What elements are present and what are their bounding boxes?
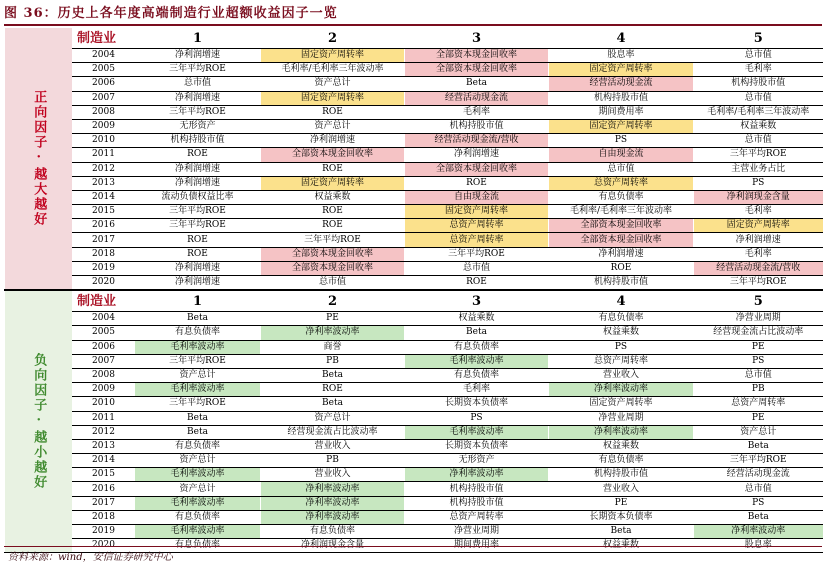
figure-title-bar: [4, 2, 822, 26]
year-cell: 2018: [73, 510, 135, 524]
table-row: [5, 326, 823, 340]
factor-cell: Beta: [694, 510, 823, 524]
year-cell: 2006: [73, 77, 135, 91]
factor-cell: 资产总计: [694, 425, 823, 439]
factor-cell: Beta: [405, 77, 549, 91]
year-cell: 2006: [73, 340, 135, 354]
factor-cell: 商誉: [261, 340, 405, 354]
factor-cell: 全部资本现金回收率: [405, 162, 549, 176]
factor-cell: 净利率波动率: [405, 468, 549, 482]
table-row: [5, 233, 823, 247]
factor-cell: 有息负债率: [405, 340, 549, 354]
column-header-2: 2: [261, 290, 405, 312]
factor-cell: PS: [549, 340, 694, 354]
factor-cell: 总市值: [694, 91, 823, 105]
year-cell: 2007: [73, 91, 135, 105]
year-cell: 2015: [73, 468, 135, 482]
year-cell: 2004: [73, 312, 135, 326]
positive-factor-label: 正向因子·越大越好: [5, 28, 73, 290]
factor-cell: ROE: [135, 247, 261, 261]
factor-cell: 毛利率波动率: [135, 383, 261, 397]
factor-cell: 权益乘数: [405, 312, 549, 326]
factor-cell: PE: [549, 496, 694, 510]
table-row: [5, 510, 823, 524]
table-row: [5, 468, 823, 482]
factor-cell: 净利润增速: [135, 276, 261, 291]
factor-cell: 总资产周转率: [549, 176, 694, 190]
factor-cell: 资产总计: [261, 119, 405, 133]
table-row: [5, 368, 823, 382]
factor-cell: Beta: [135, 411, 261, 425]
factor-cell: 净利润增速: [405, 148, 549, 162]
factor-cell: ROE: [549, 261, 694, 275]
factor-cell: 有息负债率: [549, 454, 694, 468]
factor-cell: PS: [405, 411, 549, 425]
year-cell: 2017: [73, 496, 135, 510]
year-cell: 2014: [73, 190, 135, 204]
year-cell: 2020: [73, 539, 135, 553]
factor-cell: 三年平均ROE: [135, 105, 261, 119]
factor-cell: 毛利率波动率: [135, 525, 261, 539]
factor-cell: 毛利率/毛利率三年波动率: [261, 63, 405, 77]
header-industry-label: 制造业: [73, 290, 135, 312]
factor-cell: 毛利率波动率: [405, 425, 549, 439]
factor-cell: 经营活动现金流/营收: [694, 261, 823, 275]
factor-cell: 机构持股市值: [549, 468, 694, 482]
factor-cell: 总市值: [261, 276, 405, 291]
factor-cell: 净利润增速: [135, 176, 261, 190]
year-cell: 2018: [73, 247, 135, 261]
factor-cell: 三年平均ROE: [694, 148, 823, 162]
factor-cell: 经营活动现金流/营收: [405, 134, 549, 148]
factor-cell: 净利率波动率: [261, 326, 405, 340]
year-cell: 2016: [73, 482, 135, 496]
factor-cell: 净利润增速: [261, 134, 405, 148]
table-row: [5, 219, 823, 233]
year-cell: 2015: [73, 205, 135, 219]
factor-cell: 总资产周转率: [694, 397, 823, 411]
negative-factor-label: 负向因子·越小越好: [5, 290, 73, 553]
factor-cell: 净利率波动率: [549, 425, 694, 439]
factor-cell: 股息率: [549, 49, 694, 63]
table-row: [5, 496, 823, 510]
factor-cell: 毛利率: [694, 63, 823, 77]
year-cell: 2007: [73, 354, 135, 368]
factor-cell: ROE: [135, 233, 261, 247]
factor-cell: 有息负债率: [261, 525, 405, 539]
factor-cell: 三年平均ROE: [135, 205, 261, 219]
year-cell: 2012: [73, 162, 135, 176]
factor-cell: 权益乘数: [694, 119, 823, 133]
factor-cell: 经营活动现金流: [694, 468, 823, 482]
table-row: [5, 439, 823, 453]
factor-cell: 权益乘数: [549, 326, 694, 340]
factor-cell: 总资产周转率: [405, 233, 549, 247]
factor-cell: 有息负债率: [549, 312, 694, 326]
factor-cell: ROE: [261, 219, 405, 233]
factor-cell: 资产总计: [261, 411, 405, 425]
factor-cell: 毛利率波动率: [135, 496, 261, 510]
factor-cell: Beta: [261, 397, 405, 411]
factor-cell: 固定资产周转率: [261, 49, 405, 63]
factor-cell: Beta: [135, 425, 261, 439]
year-cell: 2010: [73, 134, 135, 148]
factor-cell: PE: [261, 312, 405, 326]
header-row: [5, 290, 823, 312]
factor-cell: 长期资本负债率: [405, 439, 549, 453]
factor-cell: 权益乘数: [261, 190, 405, 204]
factor-cell: PB: [694, 383, 823, 397]
factor-cell: 总资产周转率: [405, 510, 549, 524]
header-industry-label: 制造业: [73, 28, 135, 49]
factor-cell: 股息率: [694, 539, 823, 553]
factor-cell: 机构持股市值: [694, 77, 823, 91]
factor-cell: 长期资本负债率: [549, 510, 694, 524]
factor-cell: 净利率波动率: [261, 496, 405, 510]
year-cell: 2005: [73, 63, 135, 77]
table-row: [5, 340, 823, 354]
table-row: [5, 176, 823, 190]
factor-cell: Beta: [135, 312, 261, 326]
year-cell: 2010: [73, 397, 135, 411]
factor-cell: 三年平均ROE: [135, 63, 261, 77]
factor-cell: 营业收入: [549, 482, 694, 496]
year-cell: 2012: [73, 425, 135, 439]
column-header-1: 1: [135, 28, 261, 49]
factor-cell: 三年平均ROE: [694, 454, 823, 468]
factor-cell: PS: [549, 134, 694, 148]
factor-cell: 净利率波动率: [694, 525, 823, 539]
table-row: [5, 354, 823, 368]
factor-cell: 有息负债率: [549, 190, 694, 204]
factor-cell: 总资产周转率: [405, 219, 549, 233]
factor-cell: 机构持股市值: [549, 91, 694, 105]
table-row: [5, 276, 823, 291]
table-row: [5, 312, 823, 326]
column-header-1: 1: [135, 290, 261, 312]
factor-cell: 资产总计: [135, 368, 261, 382]
factor-cell: 全部资本现金回收率: [261, 148, 405, 162]
column-header-3: 3: [405, 290, 549, 312]
table-row: [5, 383, 823, 397]
factor-cell: PS: [694, 354, 823, 368]
table-row: [5, 63, 823, 77]
factor-cell: PE: [694, 411, 823, 425]
factor-cell: 固定资产周转率: [549, 397, 694, 411]
factor-cell: 全部资本现金回收率: [549, 219, 694, 233]
factor-cell: PS: [694, 496, 823, 510]
factor-cell: 总市值: [549, 162, 694, 176]
factor-cell: 三年平均ROE: [135, 219, 261, 233]
factor-cell: 期间费用率: [549, 105, 694, 119]
factor-cell: 净利率波动率: [549, 383, 694, 397]
factor-cell: 期间费用率: [405, 539, 549, 553]
factor-cell: 净利润增速: [549, 247, 694, 261]
table-row: [5, 411, 823, 425]
factor-cell: ROE: [261, 205, 405, 219]
factor-cell: 机构持股市值: [405, 496, 549, 510]
factor-cell: 毛利率波动率: [405, 354, 549, 368]
factor-cell: 全部资本现金回收率: [261, 261, 405, 275]
factor-cell: 毛利率: [694, 247, 823, 261]
table-row: [5, 190, 823, 204]
factor-cell: 自由现金流: [549, 148, 694, 162]
factor-cell: 净利率波动率: [261, 482, 405, 496]
factor-cell: 营业收入: [549, 368, 694, 382]
year-cell: 2019: [73, 261, 135, 275]
year-cell: 2009: [73, 119, 135, 133]
factor-cell: ROE: [405, 276, 549, 291]
factor-cell: 毛利率/毛利率三年波动率: [549, 205, 694, 219]
factor-cell: 无形资产: [135, 119, 261, 133]
factor-cell: 资产总计: [135, 482, 261, 496]
factor-cell: 三年平均ROE: [694, 276, 823, 291]
factor-cell: 资产总计: [261, 77, 405, 91]
factor-cell: 净利润增速: [135, 162, 261, 176]
factor-cell: ROE: [261, 383, 405, 397]
factor-cell: Beta: [405, 326, 549, 340]
table-row: [5, 49, 823, 63]
header-row: [5, 28, 823, 49]
factor-cell: 毛利率波动率: [135, 468, 261, 482]
factor-cell: ROE: [261, 105, 405, 119]
factor-cell: 总市值: [694, 368, 823, 382]
table-row: [5, 105, 823, 119]
year-cell: 2016: [73, 219, 135, 233]
factor-cell: Beta: [694, 439, 823, 453]
factor-cell: Beta: [261, 368, 405, 382]
factor-cell: 有息负债率: [135, 439, 261, 453]
factor-cell: 主营业务占比: [694, 162, 823, 176]
factor-cell: 机构持股市值: [549, 276, 694, 291]
factor-cell: 净利润现金含量: [261, 539, 405, 553]
factor-cell: 资产总计: [135, 454, 261, 468]
year-cell: 2008: [73, 368, 135, 382]
factor-cell: 有息负债率: [135, 510, 261, 524]
factor-cell: 机构持股市值: [405, 482, 549, 496]
column-header-2: 2: [261, 28, 405, 49]
factor-cell: 总市值: [405, 261, 549, 275]
year-cell: 2011: [73, 411, 135, 425]
factor-cell: 有息负债率: [405, 368, 549, 382]
year-cell: 2008: [73, 105, 135, 119]
factor-cell: 权益乘数: [549, 539, 694, 553]
column-header-5: 5: [694, 28, 823, 49]
year-cell: 2014: [73, 454, 135, 468]
factor-cell: PS: [694, 176, 823, 190]
table-row: [5, 247, 823, 261]
factor-cell: PB: [261, 454, 405, 468]
factor-cell: 三年平均ROE: [135, 354, 261, 368]
factor-cell: 净营业周期: [405, 525, 549, 539]
factor-cell: 净营业周期: [694, 312, 823, 326]
factor-cell: 净利润增速: [135, 91, 261, 105]
year-cell: 2009: [73, 383, 135, 397]
factor-cell: 全部资本现金回收率: [549, 233, 694, 247]
year-cell: 2013: [73, 176, 135, 190]
factor-cell: 毛利率/毛利率三年波动率: [694, 105, 823, 119]
table-row: [5, 525, 823, 539]
factor-cell: 净营业周期: [549, 411, 694, 425]
year-cell: 2013: [73, 439, 135, 453]
factor-cell: 机构持股市值: [135, 134, 261, 148]
factor-cell: 固定资产周转率: [261, 176, 405, 190]
factor-cell: 固定资产周转率: [694, 219, 823, 233]
table-row: [5, 91, 823, 105]
factor-cell: 无形资产: [405, 454, 549, 468]
factor-cell: 营业收入: [261, 439, 405, 453]
factor-cell: 固定资产周转率: [549, 63, 694, 77]
column-header-4: 4: [549, 28, 694, 49]
factor-cell: ROE: [135, 148, 261, 162]
column-header-3: 3: [405, 28, 549, 49]
factor-cell: 净利润增速: [694, 233, 823, 247]
factor-cell: 毛利率: [405, 105, 549, 119]
table-row: [5, 261, 823, 275]
factor-cell: 总资产周转率: [549, 354, 694, 368]
factor-cell: 经营现金流占比波动率: [694, 326, 823, 340]
factor-cell: 净利率波动率: [261, 510, 405, 524]
bottom-rule: [4, 546, 822, 547]
factor-cell: 净利润增速: [135, 49, 261, 63]
year-cell: 2017: [73, 233, 135, 247]
year-cell: 2004: [73, 49, 135, 63]
factor-cell: 毛利率: [405, 383, 549, 397]
factor-cell: 全部资本现金回收率: [405, 63, 549, 77]
year-cell: 2019: [73, 525, 135, 539]
figure-title: 图 36：历史上各年度高端制造行业超额收益因子一览: [4, 6, 338, 21]
factor-cell: ROE: [261, 162, 405, 176]
column-header-5: 5: [694, 290, 823, 312]
factor-table: [4, 28, 823, 553]
table-row: [5, 119, 823, 133]
factor-cell: 总市值: [694, 134, 823, 148]
factor-cell: 流动负债权益比率: [135, 190, 261, 204]
factor-cell: 净利润现金含量: [694, 190, 823, 204]
factor-cell: 固定资产周转率: [549, 119, 694, 133]
year-cell: 2005: [73, 326, 135, 340]
factor-cell: 固定资产周转率: [261, 91, 405, 105]
factor-cell: 总市值: [694, 482, 823, 496]
factor-cell: 长期资本负债率: [405, 397, 549, 411]
factor-cell: 全部资本现金回收率: [261, 247, 405, 261]
factor-cell: ROE: [405, 176, 549, 190]
factor-cell: 经营活动现金流: [405, 91, 549, 105]
source-note: 资料来源：wind，安信证券研究中心: [8, 552, 173, 563]
year-cell: 2011: [73, 148, 135, 162]
column-header-4: 4: [549, 290, 694, 312]
factor-cell: 经营活动现金流: [549, 77, 694, 91]
table-row: [5, 205, 823, 219]
factor-cell: 总市值: [135, 77, 261, 91]
factor-cell: Beta: [549, 525, 694, 539]
factor-cell: PB: [261, 354, 405, 368]
factor-cell: 经营现金流占比波动率: [261, 425, 405, 439]
factor-cell: 机构持股市值: [405, 119, 549, 133]
table-row: [5, 77, 823, 91]
factor-cell: PE: [694, 340, 823, 354]
factor-cell: 三年平均ROE: [261, 233, 405, 247]
factor-cell: 净利润增速: [135, 261, 261, 275]
factor-cell: 毛利率: [694, 205, 823, 219]
table-row: [5, 425, 823, 439]
factor-cell: 总市值: [694, 49, 823, 63]
factor-cell: 权益乘数: [549, 439, 694, 453]
table-row: [5, 162, 823, 176]
factor-cell: 三年平均ROE: [135, 397, 261, 411]
table-row: [5, 397, 823, 411]
factor-cell: 有息负债率: [135, 539, 261, 553]
factor-cell: 有息负债率: [135, 326, 261, 340]
factor-cell: 自由现金流: [405, 190, 549, 204]
factor-cell: 三年平均ROE: [405, 247, 549, 261]
factor-cell: 营业收入: [261, 468, 405, 482]
year-cell: 2020: [73, 276, 135, 291]
table-row: [5, 134, 823, 148]
factor-cell: 全部资本现金回收率: [405, 49, 549, 63]
table-row: [5, 482, 823, 496]
table-row: [5, 148, 823, 162]
factor-cell: 固定资产周转率: [405, 205, 549, 219]
factor-cell: 毛利率波动率: [135, 340, 261, 354]
table-row: [5, 454, 823, 468]
